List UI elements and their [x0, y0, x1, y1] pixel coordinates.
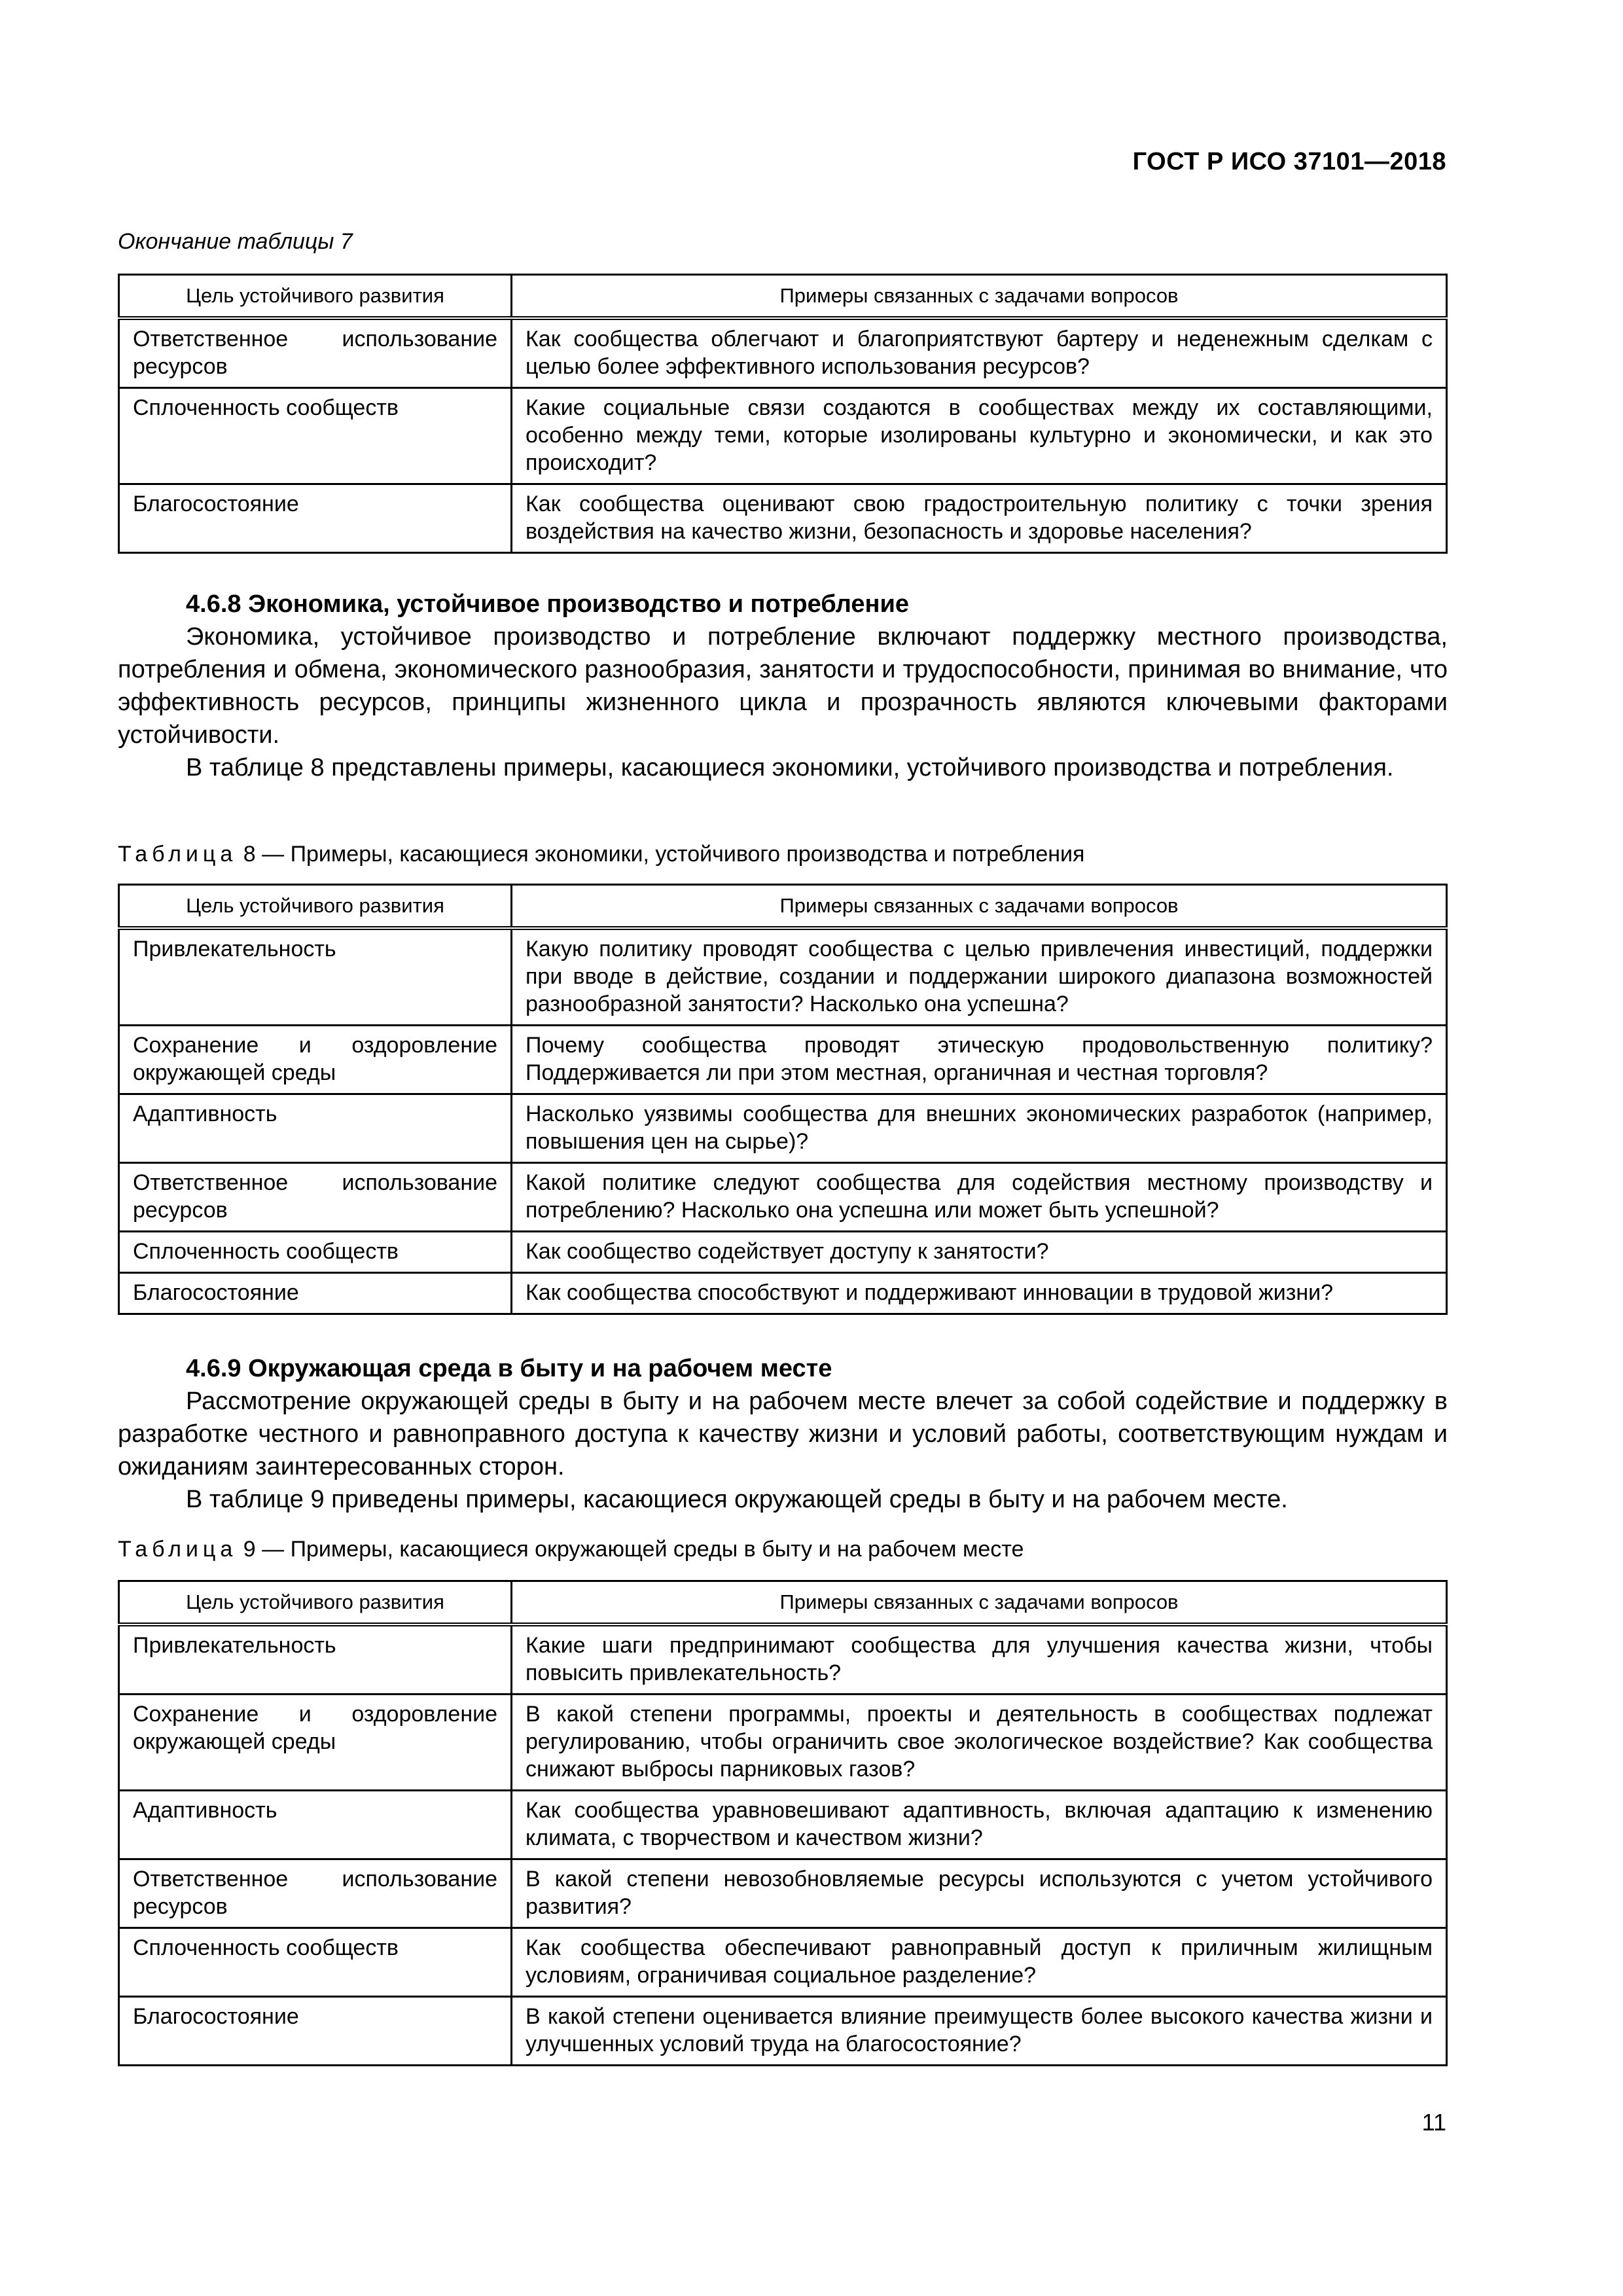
table-label: Таблица	[118, 1537, 238, 1562]
table9	[118, 1580, 1448, 2066]
table7	[118, 274, 1448, 554]
column-header-questions: Примеры связанных с задачами вопросов	[512, 1581, 1447, 1625]
goal-cell: Адаптивность	[119, 1094, 512, 1163]
goal-cell: Благосостояние	[119, 484, 512, 553]
table-row	[119, 1695, 1447, 1791]
section-title: 4.6.8 Экономика, устойчивое производство и потребление	[186, 590, 909, 618]
question-cell: Как сообщества уравновешивают адаптивность, включая адаптацию к изменению климата, с творчеством и качеством жизни?	[512, 1791, 1447, 1859]
table-row	[119, 388, 1447, 484]
question-cell: В какой степени программы, проекты и деятельность в сообществах подлежат регулированию, чтобы ограничить свое экологическое воздействие? Как сообщества снижают выбросы парниковых газов?	[512, 1695, 1447, 1791]
goal-cell: Привлекательность	[119, 928, 512, 1026]
table-row	[119, 1026, 1447, 1094]
question-cell: Какие социальные связи создаются в сообществах между их составляющими, особенно между теми, которые изолированы культурно и экономически, и как это происходит?	[512, 388, 1447, 484]
goal-cell: Сплоченность сообществ	[119, 1232, 512, 1273]
table-row	[119, 1997, 1447, 2066]
question-cell: Как сообщества оценивают свою градостроительную политику с точки зрения воздействия на качество жизни, безопасность и здоровье населения?	[512, 484, 1447, 553]
paragraph: Экономика, устойчивое производство и потребление включают поддержку местного производства, потребления и обмена, экономического разнообразия, занятости и трудоспособности, принимая во внимание, что эффективность ресурсов, принципы жизненного цикла и прозрачность являются ключевыми факторами устойчивости.	[118, 623, 1448, 749]
question-cell: Почему сообщества проводят этическую продовольственную политику? Поддерживается ли при этом местная, органичная и честная торговля?	[512, 1026, 1447, 1094]
question-cell: Какой политике следуют сообщества для содействия местному производству и потреблению? Насколько она успешна или может быть успешной?	[512, 1163, 1447, 1232]
table-caption-text: 8 — Примеры, касающиеся экономики, устойчивого производства и потребления	[243, 842, 1085, 867]
question-cell: Как сообщества способствуют и поддерживают инновации в трудовой жизни?	[512, 1273, 1447, 1314]
goal-cell: Благосостояние	[119, 1273, 512, 1314]
table-header-row	[119, 275, 1447, 319]
question-cell: В какой степени невозобновляемые ресурсы используются с учетом устойчивого развития?	[512, 1859, 1447, 1928]
column-header-questions: Примеры связанных с задачами вопросов	[512, 885, 1447, 929]
goal-cell: Ответственное использование ресурсов	[119, 1859, 512, 1928]
table8-caption	[118, 842, 1084, 867]
goal-cell: Ответственное использование ресурсов	[119, 1163, 512, 1232]
table-row	[119, 1163, 1447, 1232]
goal-cell: Сплоченность сообществ	[119, 1928, 512, 1997]
table-row	[119, 928, 1447, 1026]
table-row	[119, 1232, 1447, 1273]
table8	[118, 884, 1448, 1315]
question-cell: Насколько уязвимы сообщества для внешних экономических разработок (например, повышения цен на сырье)?	[512, 1094, 1447, 1163]
section-title: 4.6.9 Окружающая среда в быту и на рабочем месте	[186, 1355, 832, 1382]
table-header-row	[119, 1581, 1447, 1625]
paragraph: Рассмотрение окружающей среды в быту и на рабочем месте влечет за собой содействие и поддержку в разработке честного и равноправного доступа к качеству жизни и условий работы, соответствующим нуждам и ожиданиям заинтересованных сторон.	[118, 1388, 1448, 1480]
table-row	[119, 1273, 1447, 1314]
goal-cell: Сплоченность сообществ	[119, 388, 512, 484]
table-row	[119, 1094, 1447, 1163]
question-cell: Как сообщества обеспечивают равноправный доступ к приличным жилищным условиям, ограничивая социальное разделение?	[512, 1928, 1447, 1997]
table-label: Таблица	[118, 842, 238, 867]
paragraph: В таблице 9 приведены примеры, касающиеся окружающей среды в быту и на рабочем месте.	[186, 1486, 1288, 1513]
goal-cell: Адаптивность	[119, 1791, 512, 1859]
goal-cell: Сохранение и оздоровление окружающей среды	[119, 1695, 512, 1791]
paragraph: В таблице 8 представлены примеры, касающиеся экономики, устойчивого производства и потребления.	[186, 754, 1394, 781]
section-4-6-9	[118, 1352, 1448, 1516]
table-row	[119, 318, 1447, 388]
goal-cell: Ответственное использование ресурсов	[119, 318, 512, 388]
question-cell: Какие шаги предпринимают сообщества для улучшения качества жизни, чтобы повысить привлекательность?	[512, 1624, 1447, 1695]
question-cell: В какой степени оценивается влияние преимуществ более высокого качества жизни и улучшенных условий труда на благосостояние?	[512, 1997, 1447, 2066]
table-header-row	[119, 885, 1447, 929]
goal-cell: Привлекательность	[119, 1624, 512, 1695]
table-row	[119, 1791, 1447, 1859]
question-cell: Какую политику проводят сообщества с целью привлечения инвестиций, поддержки при вводе в действие, создании и поддержании широкого диапазона возможностей разнообразной занятости? Насколько она успешна?	[512, 928, 1447, 1026]
standard-id-header: ГОСТ Р ИСО 37101—2018	[1132, 148, 1446, 175]
table-row	[119, 1859, 1447, 1928]
section-4-6-8	[118, 588, 1448, 784]
goal-cell: Сохранение и оздоровление окружающей среды	[119, 1026, 512, 1094]
column-header-goal: Цель устойчивого развития	[119, 1581, 512, 1625]
table7-caption: Окончание таблицы 7	[118, 229, 353, 254]
table-row	[119, 1928, 1447, 1997]
table-row	[119, 484, 1447, 553]
column-header-goal: Цель устойчивого развития	[119, 885, 512, 929]
column-header-goal: Цель устойчивого развития	[119, 275, 512, 319]
column-header-questions: Примеры связанных с задачами вопросов	[512, 275, 1447, 319]
table9-caption	[118, 1537, 1024, 1562]
question-cell: Как сообщество содействует доступу к занятости?	[512, 1232, 1447, 1273]
question-cell: Как сообщества облегчают и благоприятствуют бартеру и неденежным сделкам с целью более эффективного использования ресурсов?	[512, 318, 1447, 388]
goal-cell: Благосостояние	[119, 1997, 512, 2066]
table-row	[119, 1624, 1447, 1695]
table-caption-text: 9 — Примеры, касающиеся окружающей среды в быту и на рабочем месте	[243, 1537, 1024, 1562]
page-number: 11	[1421, 2109, 1446, 2136]
